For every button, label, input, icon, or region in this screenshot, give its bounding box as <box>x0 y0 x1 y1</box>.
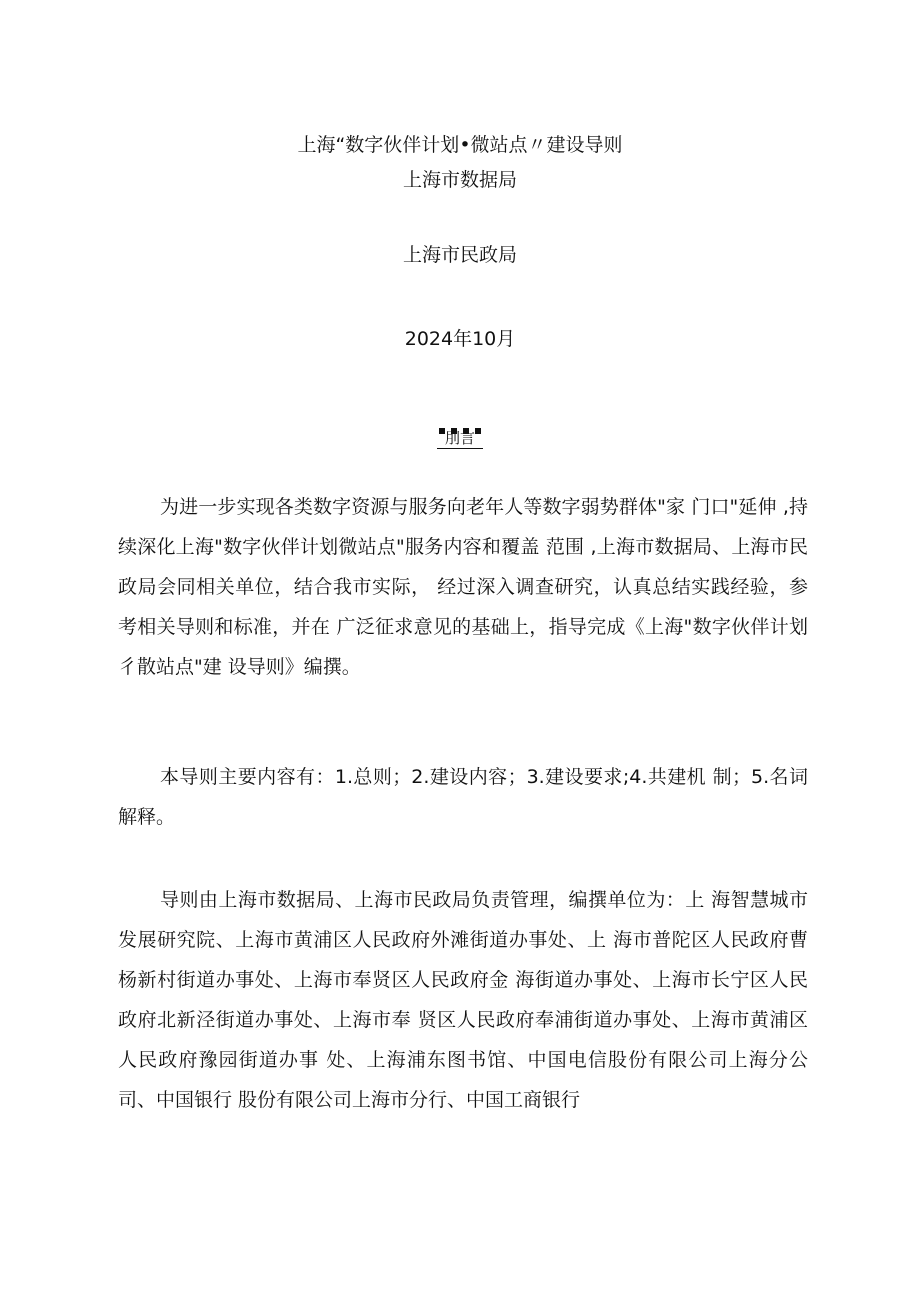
paragraph-intro: 为进一步实现各类数字资源与服务向老年人等数字弱势群体"家 门口"延伸 ,持续深化上海"数字伙伴计划微站点"服务内容和覆盖 范围 ,上海市数据局、上海市民政局会同相关单位，结合我市实际， 经过深入调查研究，认真总结实践经验，参考相关导则和标准，并在 广泛征求意见的基础上，指导完成《上海"数字伙伴计划彳散站点"建 设导则》编撰。 <box>118 496 808 678</box>
preface-heading <box>0 428 920 449</box>
decorative-marks <box>0 419 920 427</box>
issuer-civil-affairs-bureau: 上海市民政局 <box>402 244 517 266</box>
document-title: 上海“数字伙伴计划•微站点〃建设导则 <box>297 134 623 156</box>
document-date: 2024年10月 <box>404 328 516 350</box>
issuer-data-bureau: 上海市数据局 <box>402 169 517 191</box>
paragraph-management: 导则由上海市数据局、上海市民政局负责管理，编撰单位为：上 海智慧城市发展研究院、上海市黄浦区人民政府外滩街道办事处、上 海市普陀区人民政府曹杨新村街道办事处、上海市奉贤区人民政府金 海街道办事处、上海市长宁区人民政府北新泾街道办事处、上海市奉 贤区人民政府奉浦街道办事处、上海市黄浦区人民政府豫园街道办事 处、上海浦东图书馆、中国电信股份有限公司上海分公司、中国银行 股份有限公司上海市分行、中国工商银行 <box>118 889 808 1111</box>
paragraph-contents: 本导则主要内容有：1.总则；2.建设内容；3.建设要求;4.共建机 制；5.名词解释。 <box>118 766 808 828</box>
preface-heading-label: 刖言 <box>437 428 483 449</box>
